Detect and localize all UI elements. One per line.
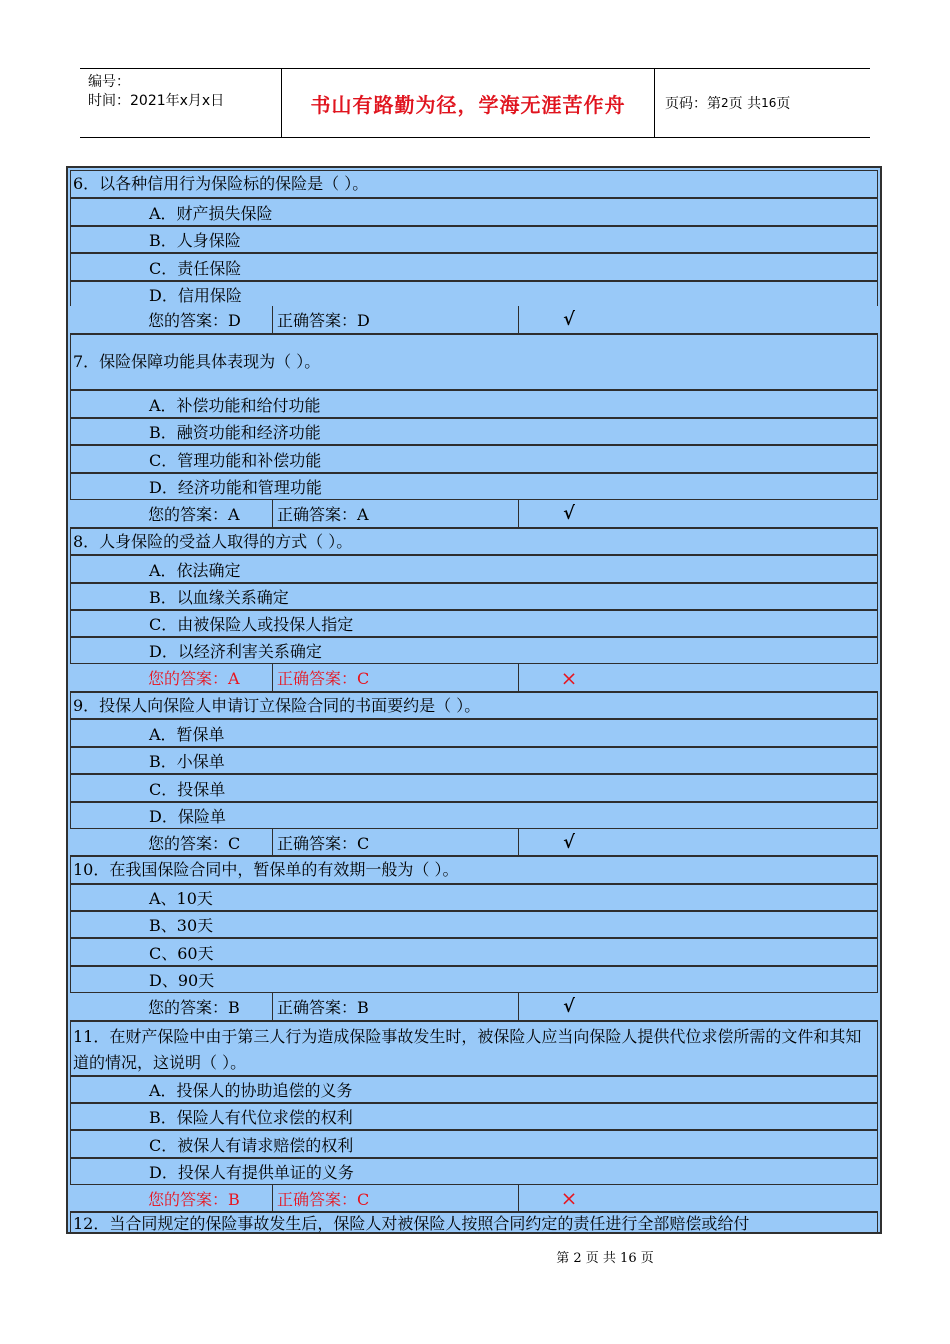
question-title: 6．以各种信用行为保险标的保险是（ ）。 [70, 170, 878, 198]
your-answer: 您的答案：D [70, 306, 273, 333]
question-title: 7．保险保障功能具体表现为（ ）。 [70, 334, 878, 390]
time-label: 时间：2021年x月x日 [88, 93, 225, 109]
option[interactable]: B．保险人有代位求偿的权利 [70, 1103, 878, 1130]
footer-page-text: 第 2 页 共 16 页 [556, 1251, 654, 1266]
option[interactable]: B、30天 [70, 911, 878, 938]
question-title: 12．当合同规定的保险事故发生后，保险人对被保险人按照合同约定的责任进行全部赔偿或给付 [70, 1212, 878, 1232]
correct-answer: 正确答案：A [273, 500, 519, 527]
page-number: 2 [721, 96, 729, 110]
option[interactable]: D．经济功能和管理功能 [70, 473, 878, 500]
correct-mark-icon: √ [563, 309, 575, 330]
answer-row [70, 829, 878, 856]
option[interactable]: D．投保人有提供单证的义务 [70, 1158, 878, 1185]
quiz-table [66, 166, 882, 1234]
option[interactable]: D、90天 [70, 966, 878, 993]
option[interactable]: C．责任保险 [70, 253, 878, 281]
option[interactable]: C．由被保险人或投保人指定 [70, 610, 878, 637]
correct-answer: 正确答案：B [273, 993, 519, 1020]
page-footer [0, 1247, 950, 1266]
question-title: 8．人身保险的受益人取得的方式（ ）。 [70, 528, 878, 555]
header-divider [654, 69, 655, 137]
header-meta [88, 73, 278, 111]
option[interactable]: A．依法确定 [70, 555, 878, 583]
question-title: 10．在我国保险合同中，暂保单的有效期一般为（ ）。 [70, 856, 878, 884]
answer-row [70, 1185, 878, 1212]
wrong-mark-icon: × [560, 1186, 578, 1210]
correct-mark-icon: √ [563, 503, 575, 524]
your-answer: 您的答案：B [70, 1185, 273, 1211]
answer-row [70, 664, 878, 692]
wrong-mark-icon: × [560, 665, 578, 690]
correct-answer: 正确答案：C [273, 664, 519, 691]
option[interactable]: D．信用保险 [70, 281, 878, 308]
option[interactable]: A．暂保单 [70, 719, 878, 747]
correct-mark-icon: √ [563, 831, 575, 853]
option[interactable]: A．投保人的协助追偿的义务 [70, 1076, 878, 1103]
option[interactable]: A、10天 [70, 884, 878, 911]
option[interactable]: B．以血缘关系确定 [70, 583, 878, 610]
number-label: 编号： [88, 74, 130, 90]
option[interactable]: B．小保单 [70, 747, 878, 774]
page-header [80, 68, 870, 138]
option[interactable]: C、60天 [70, 938, 878, 966]
page-total: 16 [761, 96, 777, 110]
header-page-info: 页码：第 2 页 共 16 页 [665, 96, 791, 112]
correct-mark-icon: √ [563, 996, 575, 1017]
correct-answer: 正确答案：C [273, 829, 519, 855]
option[interactable]: D．保险单 [70, 802, 878, 829]
option[interactable]: A．补偿功能和给付功能 [70, 390, 878, 418]
answer-row [70, 993, 878, 1021]
option[interactable]: C．被保人有请求赔偿的权利 [70, 1130, 878, 1158]
question-title: 11．在财产保险中由于第三人行为造成保险事故发生时，被保险人应当向保险人提供代位求偿所需的文件和其知道的情况，这说明（ ）。 [70, 1021, 878, 1076]
answer-row [70, 306, 878, 334]
correct-answer: 正确答案：C [273, 1185, 519, 1211]
answer-row [70, 500, 878, 528]
option[interactable]: D．以经济利害关系确定 [70, 637, 878, 664]
option[interactable]: C．投保单 [70, 774, 878, 802]
your-answer: 您的答案：A [70, 500, 273, 527]
option[interactable]: B．融资功能和经济功能 [70, 418, 878, 445]
correct-answer: 正确答案：D [273, 306, 519, 333]
your-answer: 您的答案：B [70, 993, 273, 1020]
your-answer: 您的答案：A [70, 664, 273, 691]
option[interactable]: B．人身保险 [70, 226, 878, 253]
option[interactable]: C．管理功能和补偿功能 [70, 445, 878, 473]
option[interactable]: A．财产损失保险 [70, 198, 878, 226]
question-title: 9．投保人向保险人申请订立保险合同的书面要约是（ ）。 [70, 692, 878, 719]
header-motto: 书山有路勤为径，学海无涯苦作舟 [310, 92, 626, 117]
your-answer: 您的答案：C [70, 829, 273, 855]
